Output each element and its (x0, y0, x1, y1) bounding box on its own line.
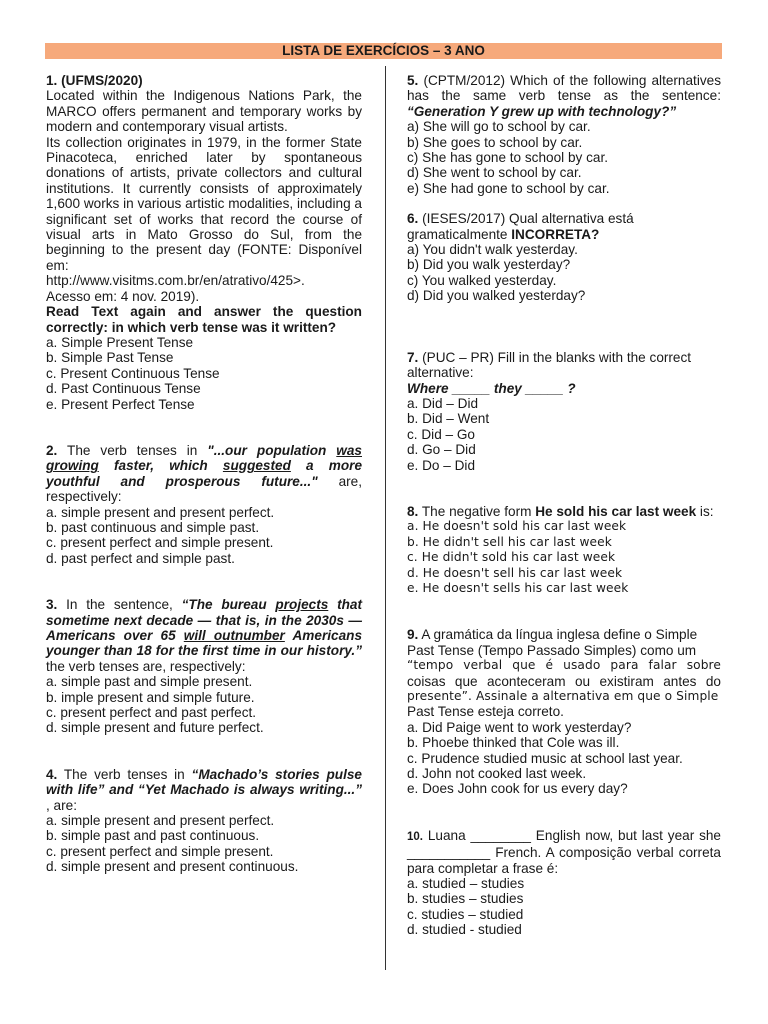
question-5-lead: (CPTM/2012) Which of the following alternatives has the same verb tense as the sentence: (407, 73, 721, 104)
option: c. studies – studied (407, 906, 524, 922)
column-divider (385, 66, 386, 970)
option: c. present perfect and simple present. (46, 843, 274, 859)
question-6-lead: (IESES/2017) Qual alternativa está gramaticalmente (407, 211, 634, 242)
option: d. John not cooked last week. (407, 766, 587, 782)
question-3-quote-mid: that sometime next decade — that is, in the 2030s — Americans over 65 (46, 597, 362, 643)
question-3-quote-close: Americans younger than 18 for the first time in our history.” (46, 628, 362, 659)
option: b. Did – Went (407, 411, 490, 427)
question-8-tail: is: (696, 503, 714, 519)
question-6 (407, 211, 721, 303)
question-1-number: 1. (UFMS/2020) (46, 73, 143, 88)
option: e. Does John cook for us every day? (407, 781, 628, 797)
option: e) She had gone to school by car. (407, 180, 610, 196)
question-9-text-3: coisas que aconteceram ou existiram antes do (407, 673, 721, 689)
question-9-text-1: A gramática da língua inglesa define o Simple Past Tense (Tempo Passado Simples) como um (407, 627, 698, 658)
question-10 (407, 828, 721, 938)
question-7-number: 7. (407, 349, 419, 365)
question-9 (407, 627, 721, 796)
option: c) She has gone to school by car. (407, 150, 609, 166)
question-3-lead: In the sentence, (57, 597, 182, 613)
question-2-suggested: suggested (222, 458, 291, 474)
question-2-quote-close: a more youthful and prosperous future..." (46, 458, 363, 489)
option: b) Did you walk yesterday? (407, 257, 571, 273)
right-column (407, 73, 721, 938)
question-4 (46, 767, 362, 875)
question-1-prompt: Read Text again and answer the question correctly: in which verb tense was it written? (46, 304, 362, 335)
question-6-number: 6. (407, 211, 419, 227)
option: a. studied – studies (407, 876, 525, 892)
question-1-passage: Located within the Indigenous Nations Park, the MARCO offers permanent and temporary works by modern and contemporary visual artists. (46, 88, 362, 135)
option: d. simple present and future perfect. (46, 720, 264, 736)
option: d) Did you walked yesterday? (407, 288, 586, 304)
question-3-will-outnumber: will outnumber (183, 628, 285, 643)
option: a) She will go to school by car. (407, 119, 591, 135)
option: d) She went to school by car. (407, 165, 582, 181)
option: d. Go – Did (407, 442, 476, 458)
question-4-quote-1: “Machado’s stories pulse with life” (46, 766, 362, 798)
option: c. Present Continuous Tense (46, 365, 220, 381)
question-7-prompt: Where _____ they _____ ? (407, 380, 576, 396)
option: a. simple present and present perfect. (46, 504, 275, 520)
question-4-and: and (104, 782, 139, 798)
question-2 (46, 443, 362, 566)
option: e. He doesn't sells his car last week (407, 580, 629, 595)
question-9-number: 9. (407, 627, 419, 643)
question-2-was-growing: was growing (46, 442, 362, 474)
option: c. present perfect and simple present. (46, 535, 274, 551)
question-9-text-2: “tempo verbal que é usado para falar sobre (407, 658, 721, 673)
option: a. He doesn't sold his car last week (407, 519, 627, 534)
question-7-lead: (PUC – PR) Fill in the blanks with the correct alternative: (407, 349, 692, 381)
question-9-text-4: presente”. Assinale a alternativa em que o Simple (407, 689, 719, 703)
question-2-tail: are, respectively: (46, 473, 362, 505)
question-4-number: 4. (46, 766, 58, 782)
option: d. simple present and present continuous. (46, 859, 299, 875)
question-5-quote: “Generation Y grew up with technology?” (407, 103, 677, 119)
question-10-text: Luana ________ English now, but last year she ___________ French. A composição verbal correta para completar a frase é: (407, 827, 721, 876)
option: a) You didn't walk yesterday. (407, 242, 578, 258)
option: e. Do – Did (407, 457, 476, 473)
question-1-url: http://www.visitms.com.br/en/atrativo/425>. (46, 273, 305, 289)
option: b. past continuous and simple past. (46, 519, 260, 535)
question-4-quote-2: “Yet Machado is always writing...” (138, 782, 362, 798)
option: d. past perfect and simple past. (46, 550, 235, 566)
option: d. Past Continuous Tense (46, 381, 201, 397)
option: e. Present Perfect Tense (46, 396, 195, 412)
option: a. simple past and simple present. (46, 674, 253, 690)
option: c. He didn't sold his car last week (407, 550, 616, 565)
option: b. Simple Past Tense (46, 350, 174, 366)
question-4-tail: , are: (46, 797, 77, 813)
question-2-quote-mid: faster, which (98, 458, 223, 474)
question-4-lead: The verb tenses in (57, 766, 192, 782)
option: d. He doesn't sell his car last week (407, 565, 623, 580)
question-2-lead: The verb tenses in (57, 442, 208, 458)
question-6-emphasis: INCORRETA? (511, 226, 600, 242)
question-10-number: 10. (407, 830, 423, 843)
question-2-number: 2. (46, 442, 58, 458)
option: b. simple past and past continuous. (46, 828, 260, 844)
option: a. Did Paige went to work yesterday? (407, 719, 632, 735)
option: c) You walked yesterday. (407, 272, 557, 288)
question-3 (46, 597, 362, 736)
question-3-quote-open: “The bureau (181, 597, 276, 613)
option: b. studies – studies (407, 891, 524, 907)
option: c. present perfect and past perfect. (46, 705, 257, 721)
page-title: LISTA DE EXERCÍCIOS – 3 ANO (45, 43, 722, 59)
question-3-number: 3. (46, 597, 58, 613)
option: b. Phoebe thinked that Cole was ill. (407, 735, 620, 751)
question-3-projects: projects (275, 597, 329, 613)
question-8-lead: The negative form (418, 503, 536, 519)
option: c. Prudence studied music at school last year. (407, 750, 683, 766)
question-5-number: 5. (407, 73, 419, 88)
option: c. Did – Go (407, 426, 475, 442)
question-3-tail: the verb tenses are, respectively: (46, 658, 246, 674)
question-1-access: Acesso em: 4 nov. 2019). (46, 288, 200, 304)
question-2-quote-open: "...our population (207, 442, 337, 458)
option: a. Did – Did (407, 395, 479, 411)
question-8-emphasis: He sold his car last week (535, 503, 697, 519)
question-7 (407, 350, 721, 473)
option: a. simple present and present perfect. (46, 813, 275, 829)
option: b. imple present and simple future. (46, 689, 255, 705)
option: d. studied - studied (407, 922, 522, 938)
question-1 (46, 73, 362, 412)
option: a. Simple Present Tense (46, 334, 194, 350)
option: b. He didn't sell his car last week (407, 534, 612, 549)
left-column (46, 73, 362, 875)
question-8 (407, 504, 721, 596)
question-5 (407, 73, 721, 196)
question-9-text-5: Past Tense esteja correto. (407, 704, 564, 720)
option: b) She goes to school by car. (407, 134, 583, 150)
question-1-passage-2: Its collection originates in 1979, in the former State Pinacoteca, enriched later by spontaneous donations of artists, private collectors and cultural institutions. It currently consists of approximately 1,600 works in various artistic modalities, including a significant set of works that record the course of visual arts in Mato Grosso do Sul, from the beginning to the present day (FONTE: Disponível em: (46, 134, 362, 273)
question-8-number: 8. (407, 503, 419, 519)
